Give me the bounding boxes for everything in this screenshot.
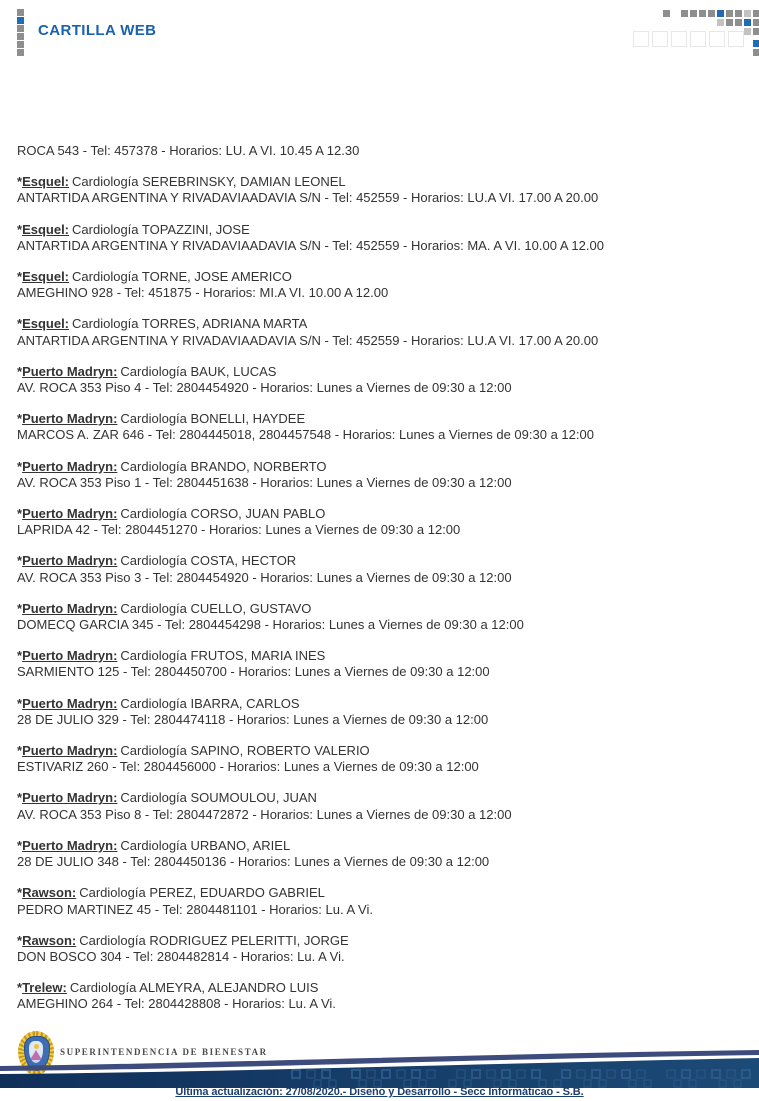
pixel-square <box>717 19 724 26</box>
provider-entry <box>17 648 751 680</box>
entry-asterisk: * <box>17 221 23 237</box>
provider-entry <box>17 364 751 396</box>
provider-entry <box>17 506 751 538</box>
city-label: Puerto Madryn: <box>22 506 118 522</box>
provider-detail: AV. ROCA 353 Piso 4 - Tel: 2804454920 - Horarios: Lunes a Viernes de 09:30 a 12:00 <box>17 380 512 396</box>
pixel-square <box>744 28 751 35</box>
provider-heading <box>17 696 751 712</box>
provider-detail: DOMECQ GARCIA 345 - Tel: 2804454298 - Horarios: Lunes a Viernes de 09:30 a 12:00 <box>17 617 524 633</box>
provider-entry <box>17 459 751 491</box>
provider-name: Cardiología CORSO, JUAN PABLO <box>120 506 326 522</box>
provider-name: Cardiología TOPAZZINI, JOSE <box>72 221 250 237</box>
pixel-square <box>17 17 24 24</box>
provider-heading <box>17 222 751 238</box>
entry-asterisk: * <box>17 743 23 759</box>
city-label: Puerto Madryn: <box>22 837 118 853</box>
provider-heading <box>17 459 751 475</box>
provider-detail: AMEGHINO 264 - Tel: 2804428808 - Horarios: Lu. A Vi. <box>17 996 336 1012</box>
provider-heading <box>17 885 751 901</box>
provider-detail: AMEGHINO 928 - Tel: 451875 - Horarios: MI.A VI. 10.00 A 12.00 <box>17 285 389 301</box>
entry-asterisk: * <box>17 600 23 616</box>
entry-asterisk: * <box>17 695 23 711</box>
pixel-square <box>753 49 759 56</box>
pixel-square <box>753 19 759 26</box>
provider-entry <box>17 743 751 775</box>
entry-asterisk: * <box>17 553 23 569</box>
provider-heading <box>17 601 751 617</box>
provider-heading <box>17 933 751 949</box>
pixel-square <box>17 41 24 48</box>
entry-asterisk: * <box>17 174 23 190</box>
pixel-square <box>690 10 697 17</box>
provider-name: Cardiología BRANDO, NORBERTO <box>120 458 327 474</box>
pixel-square <box>735 19 742 26</box>
entry-asterisk: * <box>17 506 23 522</box>
provider-detail: AV. ROCA 353 Piso 1 - Tel: 2804451638 - Horarios: Lunes a Viernes de 09:30 a 12:00 <box>17 474 512 490</box>
provider-detail: AV. ROCA 353 Piso 8 - Tel: 2804472872 - Horarios: Lunes a Viernes de 09:30 a 12:00 <box>17 806 512 822</box>
entry-asterisk: * <box>17 458 23 474</box>
pixel-square <box>17 25 24 32</box>
pixel-square <box>708 10 715 17</box>
provider-detail: DON BOSCO 304 - Tel: 2804482814 - Horarios: Lu. A Vi. <box>17 948 345 964</box>
provider-listing <box>17 143 751 1013</box>
provider-name: Cardiología URBANO, ARIEL <box>120 837 291 853</box>
provider-name: Cardiología TORNE, JOSE AMERICO <box>72 269 292 285</box>
provider-name: Cardiología CUELLO, GUSTAVO <box>120 600 312 616</box>
pixel-outline <box>690 31 706 47</box>
pixel-square <box>663 10 670 17</box>
provider-heading <box>17 174 751 190</box>
pixel-square <box>17 49 24 56</box>
provider-entry <box>17 222 751 254</box>
pixel-square <box>753 40 759 47</box>
city-label: Puerto Madryn: <box>22 790 118 806</box>
pixel-outline <box>728 31 744 47</box>
provider-heading <box>17 364 751 380</box>
provider-heading <box>17 269 751 285</box>
provider-detail: 28 DE JULIO 348 - Tel: 2804450136 - Horarios: Lunes a Viernes de 09:30 a 12:00 <box>17 854 490 870</box>
provider-heading <box>17 790 751 806</box>
pixel-square <box>717 10 724 17</box>
provider-name: Cardiología RODRIGUEZ PELERITTI, JORGE <box>79 932 349 948</box>
city-label: Puerto Madryn: <box>22 553 118 569</box>
provider-entry <box>17 696 751 728</box>
provider-detail: SARMIENTO 125 - Tel: 2804450700 - Horarios: Lunes a Viernes de 09:30 a 12:00 <box>17 664 490 680</box>
entry-asterisk: * <box>17 837 23 853</box>
entry-asterisk: * <box>17 885 23 901</box>
provider-heading <box>17 553 751 569</box>
provider-detail: AV. ROCA 353 Piso 3 - Tel: 2804454920 - Horarios: Lunes a Viernes de 09:30 a 12:00 <box>17 569 512 585</box>
provider-entry <box>17 553 751 585</box>
entry-asterisk: * <box>17 316 23 332</box>
pixel-outline <box>633 31 649 47</box>
city-label: Rawson: <box>22 885 77 901</box>
provider-detail: LAPRIDA 42 - Tel: 2804451270 - Horarios: Lunes a Viernes de 09:30 a 12:00 <box>17 522 461 538</box>
provider-entry <box>17 885 751 917</box>
footer-organization: SUPERINTENDENCIA DE BIENESTAR <box>60 1047 268 1057</box>
provider-name: Cardiología COSTA, HECTOR <box>120 553 297 569</box>
city-label: Puerto Madryn: <box>22 743 118 759</box>
provider-name: Cardiología BAUK, LUCAS <box>120 363 277 379</box>
entry-asterisk: * <box>17 648 23 664</box>
provider-detail: ANTARTIDA ARGENTINA Y RIVADAVIAADAVIA S/N - Tel: 452559 - Horarios: LU.A VI. 17.00 A 20.00 <box>17 190 599 206</box>
pixel-square <box>753 10 759 17</box>
provider-detail: MARCOS A. ZAR 646 - Tel: 2804445018, 2804457548 - Horarios: Lunes a Viernes de 09:30 a 12:00 <box>17 427 594 443</box>
city-label: Esquel: <box>22 269 70 285</box>
pixel-square <box>744 19 751 26</box>
provider-entry <box>17 790 751 822</box>
provider-heading <box>17 648 751 664</box>
pixel-square <box>744 10 751 17</box>
pixel-square <box>17 33 24 40</box>
city-label: Trelew: <box>22 980 67 996</box>
pixel-square <box>726 10 733 17</box>
city-label: Puerto Madryn: <box>22 363 118 379</box>
city-label: Puerto Madryn: <box>22 695 118 711</box>
provider-heading <box>17 316 751 332</box>
pixel-outline <box>671 31 687 47</box>
provider-name: Cardiología BONELLI, HAYDEE <box>120 411 306 427</box>
city-label: Esquel: <box>22 221 70 237</box>
pixel-outline <box>709 31 725 47</box>
provider-name: Cardiología SAPINO, ROBERTO VALERIO <box>120 743 370 759</box>
pixel-square <box>753 28 759 35</box>
footer-update-note: Última actualización: 27/08/2020.- Diseño y Desarrollo - Secc Informáticao - S.B. <box>175 1086 584 1098</box>
entry-asterisk: * <box>17 269 23 285</box>
provider-heading <box>17 506 751 522</box>
provider-detail: PEDRO MARTINEZ 45 - Tel: 2804481101 - Horarios: Lu. A Vi. <box>17 901 373 917</box>
city-label: Puerto Madryn: <box>22 411 118 427</box>
provider-detail: ESTIVARIZ 260 - Tel: 2804456000 - Horarios: Lunes a Viernes de 09:30 a 12:00 <box>17 759 479 775</box>
pixel-outline <box>652 31 668 47</box>
provider-entry <box>17 601 751 633</box>
provider-heading <box>17 743 751 759</box>
pixel-square <box>699 10 706 17</box>
provider-name: Cardiología PEREZ, EDUARDO GABRIEL <box>79 885 325 901</box>
provider-entry <box>17 316 751 348</box>
provider-name: Cardiología SEREBRINSKY, DAMIAN LEONEL <box>72 174 346 190</box>
pixel-square <box>726 19 733 26</box>
entry-asterisk: * <box>17 790 23 806</box>
page-title: CARTILLA WEB <box>38 22 157 39</box>
provider-detail-continued: ROCA 543 - Tel: 457378 - Horarios: LU. A VI. 10.45 A 12.30 <box>17 143 360 158</box>
pixel-square <box>681 10 688 17</box>
provider-heading <box>17 411 751 427</box>
entry-asterisk: * <box>17 932 23 948</box>
entry-asterisk: * <box>17 411 23 427</box>
provider-name: Cardiología IBARRA, CARLOS <box>120 695 300 711</box>
entry-asterisk: * <box>17 363 23 379</box>
provider-entry <box>17 411 751 443</box>
provider-entry <box>17 980 751 1012</box>
provider-detail: ANTARTIDA ARGENTINA Y RIVADAVIAADAVIA S/N - Tel: 452559 - Horarios: MA. A VI. 10.00 A 12.00 <box>17 237 604 253</box>
provider-name: Cardiología ALMEYRA, ALEJANDRO LUIS <box>69 980 319 996</box>
provider-heading <box>17 838 751 854</box>
provider-entry <box>17 174 751 206</box>
provider-name: Cardiología FRUTOS, MARIA INES <box>120 648 326 664</box>
pixel-square <box>17 9 24 16</box>
entry-asterisk: * <box>17 980 23 996</box>
city-label: Esquel: <box>22 174 70 190</box>
city-label: Esquel: <box>22 316 70 332</box>
provider-detail: 28 DE JULIO 329 - Tel: 2804474118 - Horarios: Lunes a Viernes de 09:30 a 12:00 <box>17 711 489 727</box>
footer-swoosh-band <box>0 1050 759 1088</box>
city-label: Puerto Madryn: <box>22 600 118 616</box>
city-label: Puerto Madryn: <box>22 648 118 664</box>
provider-name: Cardiología TORRES, ADRIANA MARTA <box>72 316 308 332</box>
pixel-square <box>735 10 742 17</box>
provider-detail: ANTARTIDA ARGENTINA Y RIVADAVIAADAVIA S/N - Tel: 452559 - Horarios: LU.A VI. 17.00 A 20.00 <box>17 332 599 348</box>
provider-entry <box>17 933 751 965</box>
provider-heading <box>17 980 751 996</box>
city-label: Rawson: <box>22 932 77 948</box>
provider-entry <box>17 838 751 870</box>
provider-name: Cardiología SOUMOULOU, JUAN <box>120 790 317 806</box>
city-label: Puerto Madryn: <box>22 458 118 474</box>
crest-sun <box>34 1044 39 1049</box>
provider-entry <box>17 269 751 301</box>
